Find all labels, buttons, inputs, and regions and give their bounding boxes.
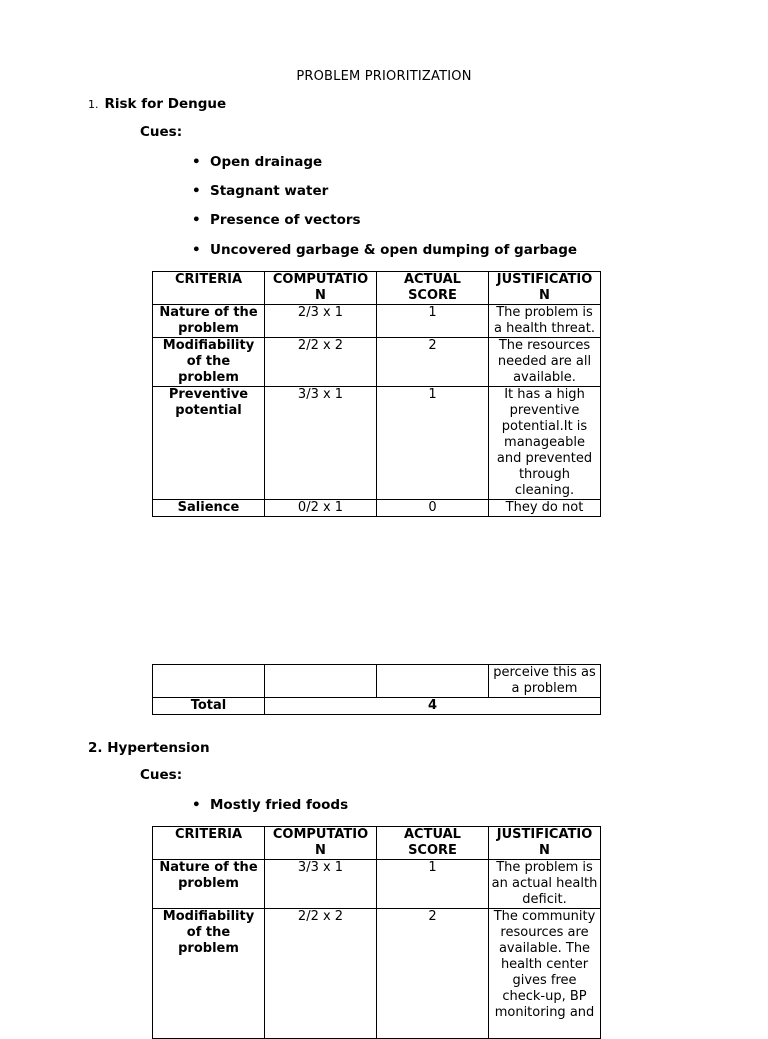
header-criteria: CRITERIA	[153, 272, 265, 305]
empty-cell	[265, 665, 377, 698]
table-row	[153, 860, 601, 909]
header-justification: JUSTIFICATIO N	[489, 827, 601, 860]
justification-cell: perceive this as a problem	[489, 665, 601, 698]
justification-cell: The community resources are available. The health center gives free check-up, BP monitoring and	[489, 909, 601, 1039]
header-justification: JUSTIFICATIO N	[489, 272, 601, 305]
cue-item: • Open drainage	[210, 154, 322, 170]
criteria-cell: Salience	[153, 500, 265, 517]
total-value: 4	[265, 698, 601, 715]
section-heading-dengue	[88, 96, 226, 112]
score-cell: 0	[377, 500, 489, 517]
section-number: 1.	[88, 98, 99, 111]
table-row	[153, 500, 601, 517]
table-row	[153, 387, 601, 500]
justification-cell: The resources needed are all available.	[489, 338, 601, 387]
total-row	[153, 698, 601, 715]
table-row	[153, 305, 601, 338]
score-cell: 2	[377, 909, 489, 1039]
criteria-cell: Modifiability of the problem	[153, 338, 265, 387]
justification-cell: The problem is an actual health deficit.	[489, 860, 601, 909]
cues-label: Cues:	[140, 124, 183, 140]
header-computation: COMPUTATIO N	[265, 827, 377, 860]
cue-item: • Stagnant water	[210, 183, 328, 199]
header-actual-score: ACTUAL SCORE	[377, 272, 489, 305]
header-actual-score: ACTUAL SCORE	[377, 827, 489, 860]
prioritization-table-hypertension	[152, 826, 601, 1039]
header-criteria: CRITERIA	[153, 827, 265, 860]
cue-item: • Mostly fried foods	[210, 797, 348, 813]
table-row	[153, 909, 601, 1039]
page-title: PROBLEM PRIORITIZATION	[296, 69, 472, 84]
cue-item: • Presence of vectors	[210, 212, 361, 228]
justification-cell: They do not	[489, 500, 601, 517]
score-cell: 1	[377, 860, 489, 909]
computation-cell: 0/2 x 1	[265, 500, 377, 517]
justification-cell: The problem is a health threat.	[489, 305, 601, 338]
empty-cell	[377, 665, 489, 698]
table-header-row	[153, 827, 601, 860]
total-label: Total	[153, 698, 265, 715]
prioritization-table-dengue	[152, 271, 601, 517]
criteria-cell: Nature of the problem	[153, 305, 265, 338]
criteria-cell: Preventive potential	[153, 387, 265, 500]
section-heading-hypertension: 2. Hypertension	[88, 740, 210, 756]
score-cell: 1	[377, 387, 489, 500]
computation-cell: 2/2 x 2	[265, 338, 377, 387]
cues-label: Cues:	[140, 767, 183, 783]
criteria-cell: Nature of the problem	[153, 860, 265, 909]
computation-cell: 2/3 x 1	[265, 305, 377, 338]
computation-cell: 3/3 x 1	[265, 387, 377, 500]
table-row	[153, 338, 601, 387]
section-title: Risk for Dengue	[104, 96, 227, 112]
table-row	[153, 665, 601, 698]
justification-cell: It has a high preventive potential.It is manageable and prevented through cleaning.	[489, 387, 601, 500]
score-cell: 1	[377, 305, 489, 338]
computation-cell: 3/3 x 1	[265, 860, 377, 909]
score-cell: 2	[377, 338, 489, 387]
criteria-cell: Modifiability of the problem	[153, 909, 265, 1039]
cue-item: • Uncovered garbage & open dumping of garbage	[210, 242, 577, 258]
computation-cell: 2/2 x 2	[265, 909, 377, 1039]
empty-cell	[153, 665, 265, 698]
prioritization-table-dengue-continued	[152, 664, 601, 715]
header-computation: COMPUTATIO N	[265, 272, 377, 305]
table-header-row	[153, 272, 601, 305]
